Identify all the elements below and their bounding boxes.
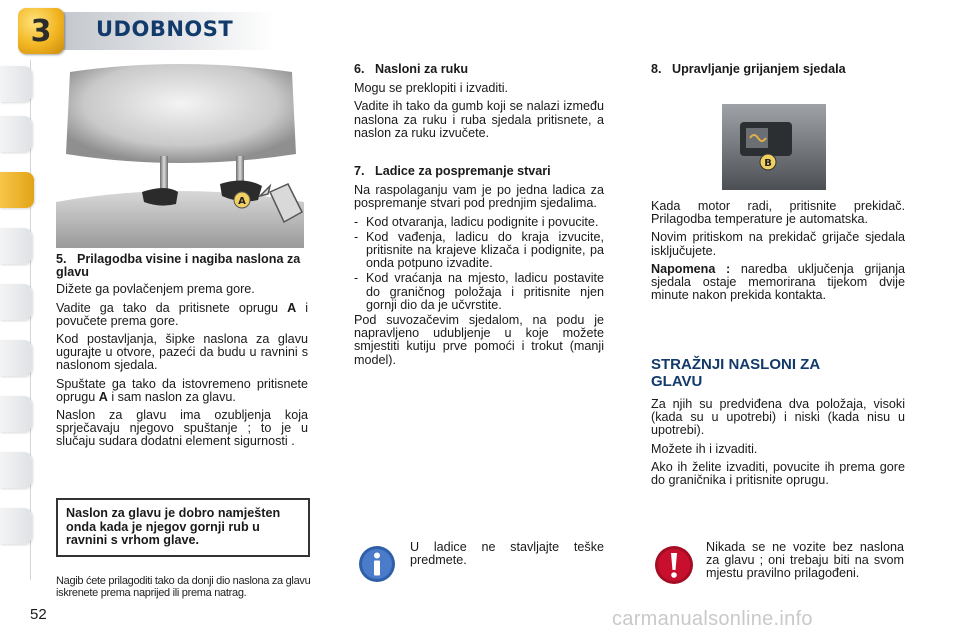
chapter-title: UDOBNOST xyxy=(96,17,234,41)
col2-p6b: Vadite ih tako da gumb koji se nalazi između naslona za ruku i ruba sjedala pritisnete, a naslon za ruku izvučete. xyxy=(354,99,604,140)
col2-p6a: Mogu se preklopiti i izvaditi. xyxy=(354,81,508,96)
section-6-heading: 6. Nasloni za ruku xyxy=(354,62,469,76)
info-note: U ladice ne stavljajte teške predmete. xyxy=(410,540,604,568)
col1-p5: Naslon za glavu ima ozubljenja koja sprječavaju njegovo spuštanje ; to je u slučaju sudara dodatni element sigurnosti . xyxy=(56,408,308,449)
warning-icon xyxy=(654,545,694,585)
side-tab-2[interactable] xyxy=(0,116,32,152)
side-tab-5[interactable] xyxy=(0,284,32,320)
headrest-illustration xyxy=(56,62,304,248)
col3-r3: Ako ih želite izvaditi, povucite ih prema gore do graničnika i pritisnite oprugu. xyxy=(651,459,905,488)
col3-text xyxy=(651,200,905,307)
col2-p7b: Pod suvozačevim sjedalom, na podu je napravljeno udubljenje u koje možete smjestiti kutiju prve pomoći i trokut (manji model). xyxy=(354,313,604,367)
side-tab-8[interactable] xyxy=(0,452,32,488)
section-7-heading: 7. Ladice za pospremanje stvari xyxy=(354,164,551,179)
col2-p7a: Na raspolaganju vam je po jedna ladica za pospremanje stvari pod prednjim sjedalima. xyxy=(354,183,604,211)
warning-note: Nikada se ne vozite bez naslona za glavu ; oni trebaju biti na svom mjestu pravilno prilagođeni. xyxy=(706,540,904,581)
label-a: A xyxy=(238,196,246,207)
rear-headrests-heading: STRAŽNJI NASLONI ZA GLAVU xyxy=(651,356,820,390)
side-tab-9[interactable] xyxy=(0,508,32,544)
footnote: Nagib ćete prilagoditi tako da donji dio naslona za glavu iskrenete prema naprijed ili prema natrag. xyxy=(56,575,311,599)
side-tab-4[interactable] xyxy=(0,228,32,264)
bullet-1: - Kod otvaranja, ladicu podignite i povucite. xyxy=(354,214,599,229)
col3-p8c: Napomena : naredba uključenja grijanja sjedala ostaje memorirana tijekom dvije minute nakon prekida kontakta. xyxy=(651,261,906,303)
col1-p2: Vadite ga tako da pritisnete oprugu A i povučete prema gore. xyxy=(56,300,309,328)
col3-p8b: Novim pritiskom na prekidač grijače sjedala isključujete. xyxy=(651,230,905,258)
col3-r2: Možete ih i izvaditi. xyxy=(651,441,758,456)
seat-heating-photo xyxy=(722,104,826,190)
side-tab-7[interactable] xyxy=(0,396,32,432)
rear-headrests-text xyxy=(651,398,905,492)
col1-text xyxy=(56,253,308,454)
col1-p1: Dižete ga povlačenjem prema gore. xyxy=(56,282,255,297)
side-tab-6[interactable] xyxy=(0,340,32,376)
page-number: 52 xyxy=(30,606,47,623)
col1-p3: Kod postavljanja, šipke naslona za glavu ugurajte u otvore, pazeći da budu u ravnini s naslonom sjedala. xyxy=(56,332,308,373)
label-b: B xyxy=(764,158,772,169)
col2-text xyxy=(354,63,604,372)
chapter-badge: 3 xyxy=(18,8,64,54)
col1-p4: Spuštate ga tako da istovremeno pritisnete oprugu A i sam naslon za glavu. xyxy=(56,376,308,404)
section-5-heading: 5. Prilagodba visine i nagiba naslona za glavu xyxy=(56,252,301,280)
section-8-heading: 8. Upravljanje grijanjem sjedala xyxy=(651,62,846,76)
col3-r1: Za njih su predviđena dva položaja, visoki (kada su u upotrebi) i niski (kada nisu u upotrebi). xyxy=(651,397,905,438)
watermark: carmanualsonline.info xyxy=(612,608,813,630)
bullet-2: - Kod vađenja, ladicu do kraja izvucite, pritisnite na krajeve klizača i podignite, pa onda potpuno izvadite. xyxy=(354,229,604,271)
info-icon xyxy=(358,545,396,583)
headrest-photo xyxy=(56,62,304,248)
side-tab-1[interactable] xyxy=(0,66,32,102)
headrest-tip-callout: Naslon za glavu je dobro namješten onda kada je njegov gornji rub u ravnini s vrhom glave. xyxy=(56,498,310,557)
side-tab-3-active[interactable] xyxy=(0,172,34,208)
bullet-3: - Kod vraćanja na mjesto, ladicu postavite do graničnog položaja i pritisnite njen gornji dio da je učvrstite. xyxy=(354,271,604,312)
seat-heating-illustration xyxy=(722,104,826,190)
col3-p8a: Kada motor radi, pritisnite prekidač. Prilagodba temperature je automatska. xyxy=(651,199,905,227)
